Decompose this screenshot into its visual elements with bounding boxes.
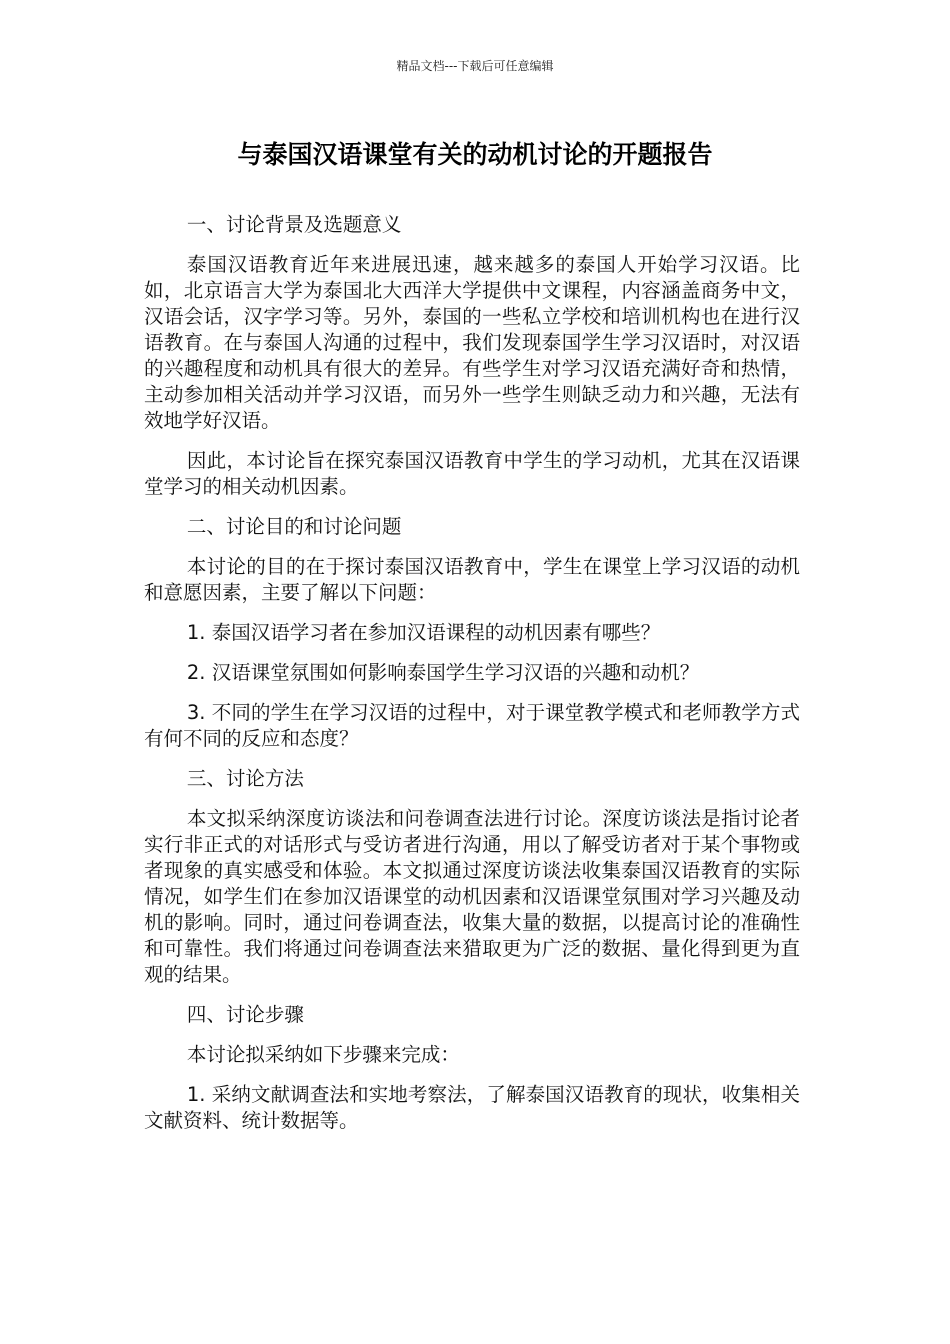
- paragraph-methods: 本文拟采纳深度访谈法和问卷调查法进行讨论。深度访谈法是指讨论者实行非正式的对话形式与受访者进行沟通，用以了解受访者对于某个事物或者现象的真实感受和体验。本文拟通过深度访谈法收集泰国汉语教育的实际情况，如学生们在参加汉语课堂的动机因素和汉语课堂氛围对学习兴趣及动机的影响。同时，通过问卷调查法，收集大量的数据，以提高讨论的准确性和可靠性。我们将通过问卷调查法来猎取更为广泛的数据、量化得到更为直观的结果。: [144, 807, 800, 986]
- paragraph-objectives: 本讨论的目的在于探讨泰国汉语教育中，学生在课堂上学习汉语的动机和意愿因素，主要了解以下问题：: [144, 555, 800, 604]
- section-heading-background: 一、讨论背景及选题意义: [186, 213, 402, 236]
- section-heading-objectives: 二、讨论目的和讨论问题: [186, 515, 402, 538]
- section-heading-methods: 三、讨论方法: [186, 767, 304, 790]
- question-item-3: 3. 不同的学生在学习汉语的过程中，对于课堂教学模式和老师教学方式有何不同的反应和态度？: [144, 701, 800, 750]
- paragraph-steps-intro: 本讨论拟采纳如下步骤来完成：: [186, 1043, 460, 1066]
- document-body: [144, 212, 800, 1148]
- question-item-1: 1. 泰国汉语学习者在参加汉语课程的动机因素有哪些？: [186, 621, 661, 644]
- step-item-1: 1. 采纳文献调查法和实地考察法，了解泰国汉语教育的现状，收集相关文献资料、统计数据等。: [144, 1083, 800, 1132]
- paragraph-background: 泰国汉语教育近年来进展迅速，越来越多的泰国人开始学习汉语。比如，北京语言大学为泰国北大西洋大学提供中文课程，内容涵盖商务中文，汉语会话，汉字学习等。另外，泰国的一些私立学校和培训机构也在进行汉语教育。在与泰国人沟通的过程中，我们发现泰国学生学习汉语时，对汉语的兴趣程度和动机具有很大的差异。有些学生对学习汉语充满好奇和热情，主动参加相关活动并学习汉语，而另外一些学生则缺乏动力和兴趣，无法有效地学好汉语。: [144, 253, 800, 432]
- page-header: 精品文档---下载后可任意编辑: [396, 59, 554, 73]
- document-title: 与泰国汉语课堂有关的动机讨论的开题报告: [237, 140, 713, 169]
- section-heading-steps: 四、讨论步骤: [186, 1003, 304, 1026]
- paragraph-purpose-summary: 因此，本讨论旨在探究泰国汉语教育中学生的学习动机，尤其在汉语课堂学习的相关动机因素。: [144, 449, 800, 498]
- question-item-2: 2. 汉语课堂氛围如何影响泰国学生学习汉语的兴趣和动机？: [186, 661, 700, 684]
